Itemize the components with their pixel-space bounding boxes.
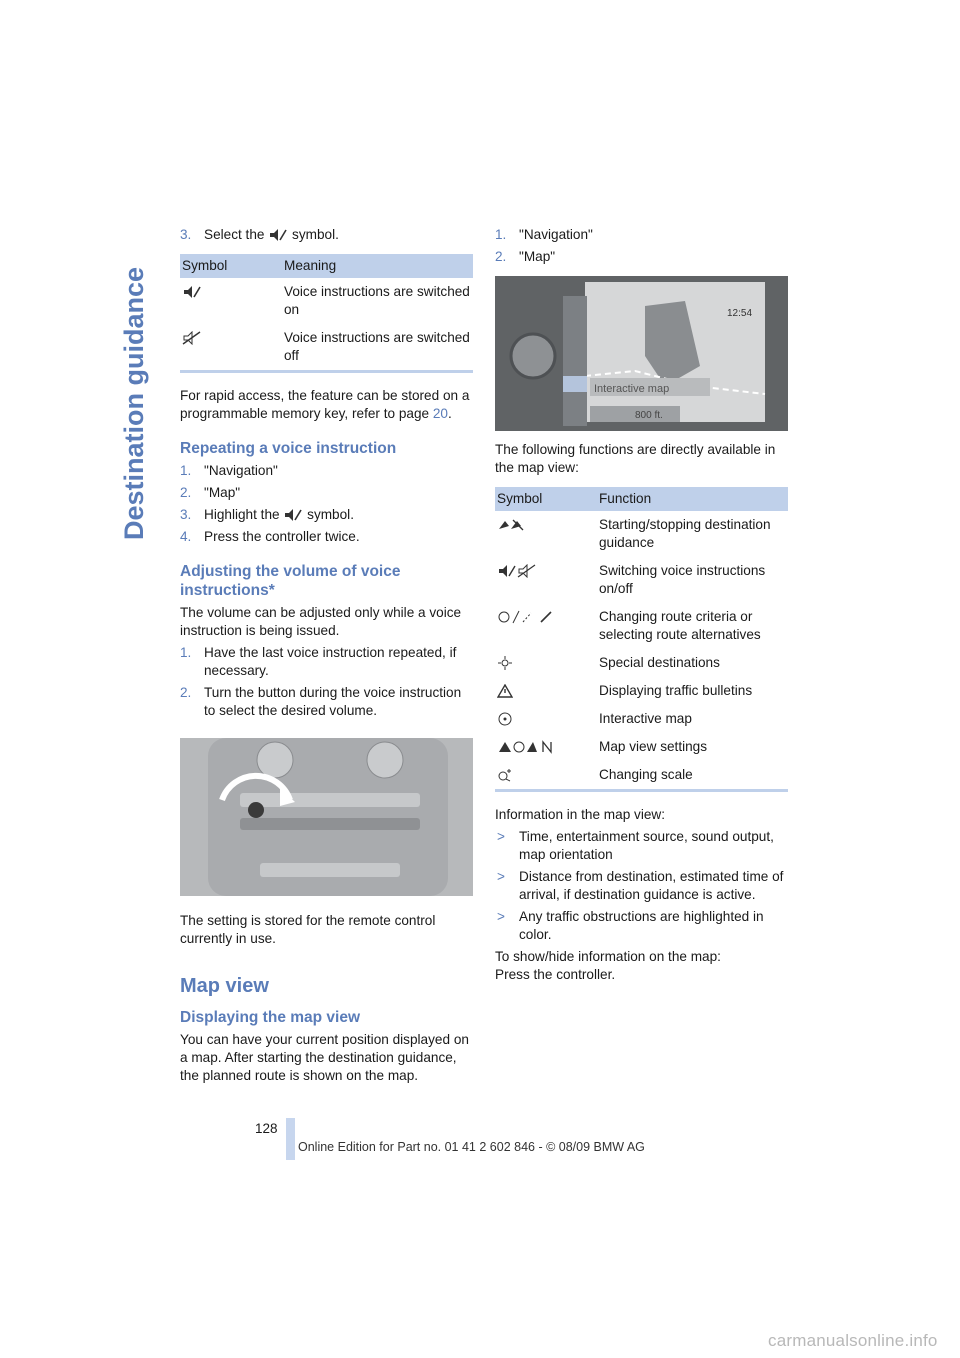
section-title: Destination guidance [119,266,149,540]
list-item: 2. "Map" [495,249,556,264]
list-item: 4. Press the controller twice. [180,529,360,544]
map-view-settings-icon [497,740,559,754]
map-screen-image [495,276,788,431]
list-item: 2. "Map" [180,485,241,500]
volume-intro: The volume can be adjusted only while a voice instruction is being issued. [180,605,462,638]
map-label-interactive: Interactive map [594,383,670,395]
heading-adjusting-volume: Adjusting the volume of voice instructions* [180,563,401,599]
table-header-symbol: Symbol [180,254,282,278]
console-illustration [180,738,473,896]
scale-icon [497,768,513,782]
table-header-meaning: Meaning [282,254,473,278]
route-criteria-icon [497,610,557,624]
voice-symbol-table [180,254,473,373]
voice-on-icon [268,228,288,242]
table-row: Starting/stopping destination guidance [495,511,788,557]
start-stop-guidance-icon [497,518,533,532]
list-item: 1. "Navigation" [495,227,593,242]
page-link[interactable]: 20 [432,406,448,421]
table-row: Voice instructions are switched off [180,324,473,372]
section-title-vertical [118,230,158,540]
page-footer [180,1118,700,1160]
info-heading: Information in the map view: [495,807,666,822]
heading-displaying-map-view: Displaying the map view [180,1009,361,1026]
list-item: > Distance from destination, estimated time of arrival, if destination guidance is active. [497,869,784,902]
map-time: 12:54 [727,308,753,319]
table-row: Special destinations [495,649,788,677]
voice-on-off-icon [497,564,537,578]
list-item: 1. Have the last voice instruction repeated, if necessary. [180,645,457,678]
voice-on-icon [283,508,303,522]
console-photo [180,738,473,896]
table-header-function: Function [597,487,788,511]
table-row: Displaying traffic bulletins [495,677,788,705]
footer-bar [286,1118,295,1160]
page-number: 128 [255,1121,278,1136]
edition-text: Online Edition for Part no. 01 41 2 602 846 - © 08/09 BMW AG [298,1140,645,1154]
table-row: Changing scale [495,761,788,791]
left-column [180,226,475,1089]
volume-stored-text: The setting is stored for the remote control currently in use. [180,913,436,946]
press-controller-text: Press the controller. [495,967,616,982]
list-item: > Any traffic obstructions are highlighted in color. [497,909,764,942]
heading-repeating-voice: Repeating a voice instruction [180,440,397,457]
voice-off-icon [182,331,202,345]
special-destinations-icon [497,656,513,670]
table-row: Voice instructions are switched on [180,278,473,324]
map-functions-table [495,487,788,792]
table-header-symbol: Symbol [495,487,597,511]
watermark: carmanualsonline.info [768,1331,938,1350]
list-item: 1. "Navigation" [180,463,278,478]
heading-map-view: Map view [180,975,269,997]
table-row: Switching voice instructions on/off [495,557,788,603]
table-row: Interactive map [495,705,788,733]
functions-intro: The following functions are directly available in the map view: [495,442,776,475]
table-row: Map view settings [495,733,788,761]
show-hide-text: To show/hide information on the map: [495,949,721,964]
step-select-symbol: 3. Select the symbol. [180,227,339,242]
interactive-map-icon [497,712,513,726]
table-row: Changing route criteria or selecting route alternatives [495,603,788,649]
right-column [495,226,790,988]
list-item: 3. Highlight the symbol. [180,507,354,522]
map-view-text: You can have your current position displayed on a map. After starting the destination guidance, the planned route is shown on the map. [180,1032,469,1083]
map-distance: 800 ft. [635,410,663,421]
voice-on-icon [182,285,202,299]
list-item: 2. Turn the button during the voice instruction to select the desired volume. [180,685,462,718]
rapid-access-text: For rapid access, the feature can be stored on a programmable memory key, refer to page 20. [180,388,470,421]
map-screen [495,276,788,431]
list-item: > Time, entertainment source, sound output, map orientation [497,829,774,862]
traffic-bulletin-icon [497,684,513,698]
